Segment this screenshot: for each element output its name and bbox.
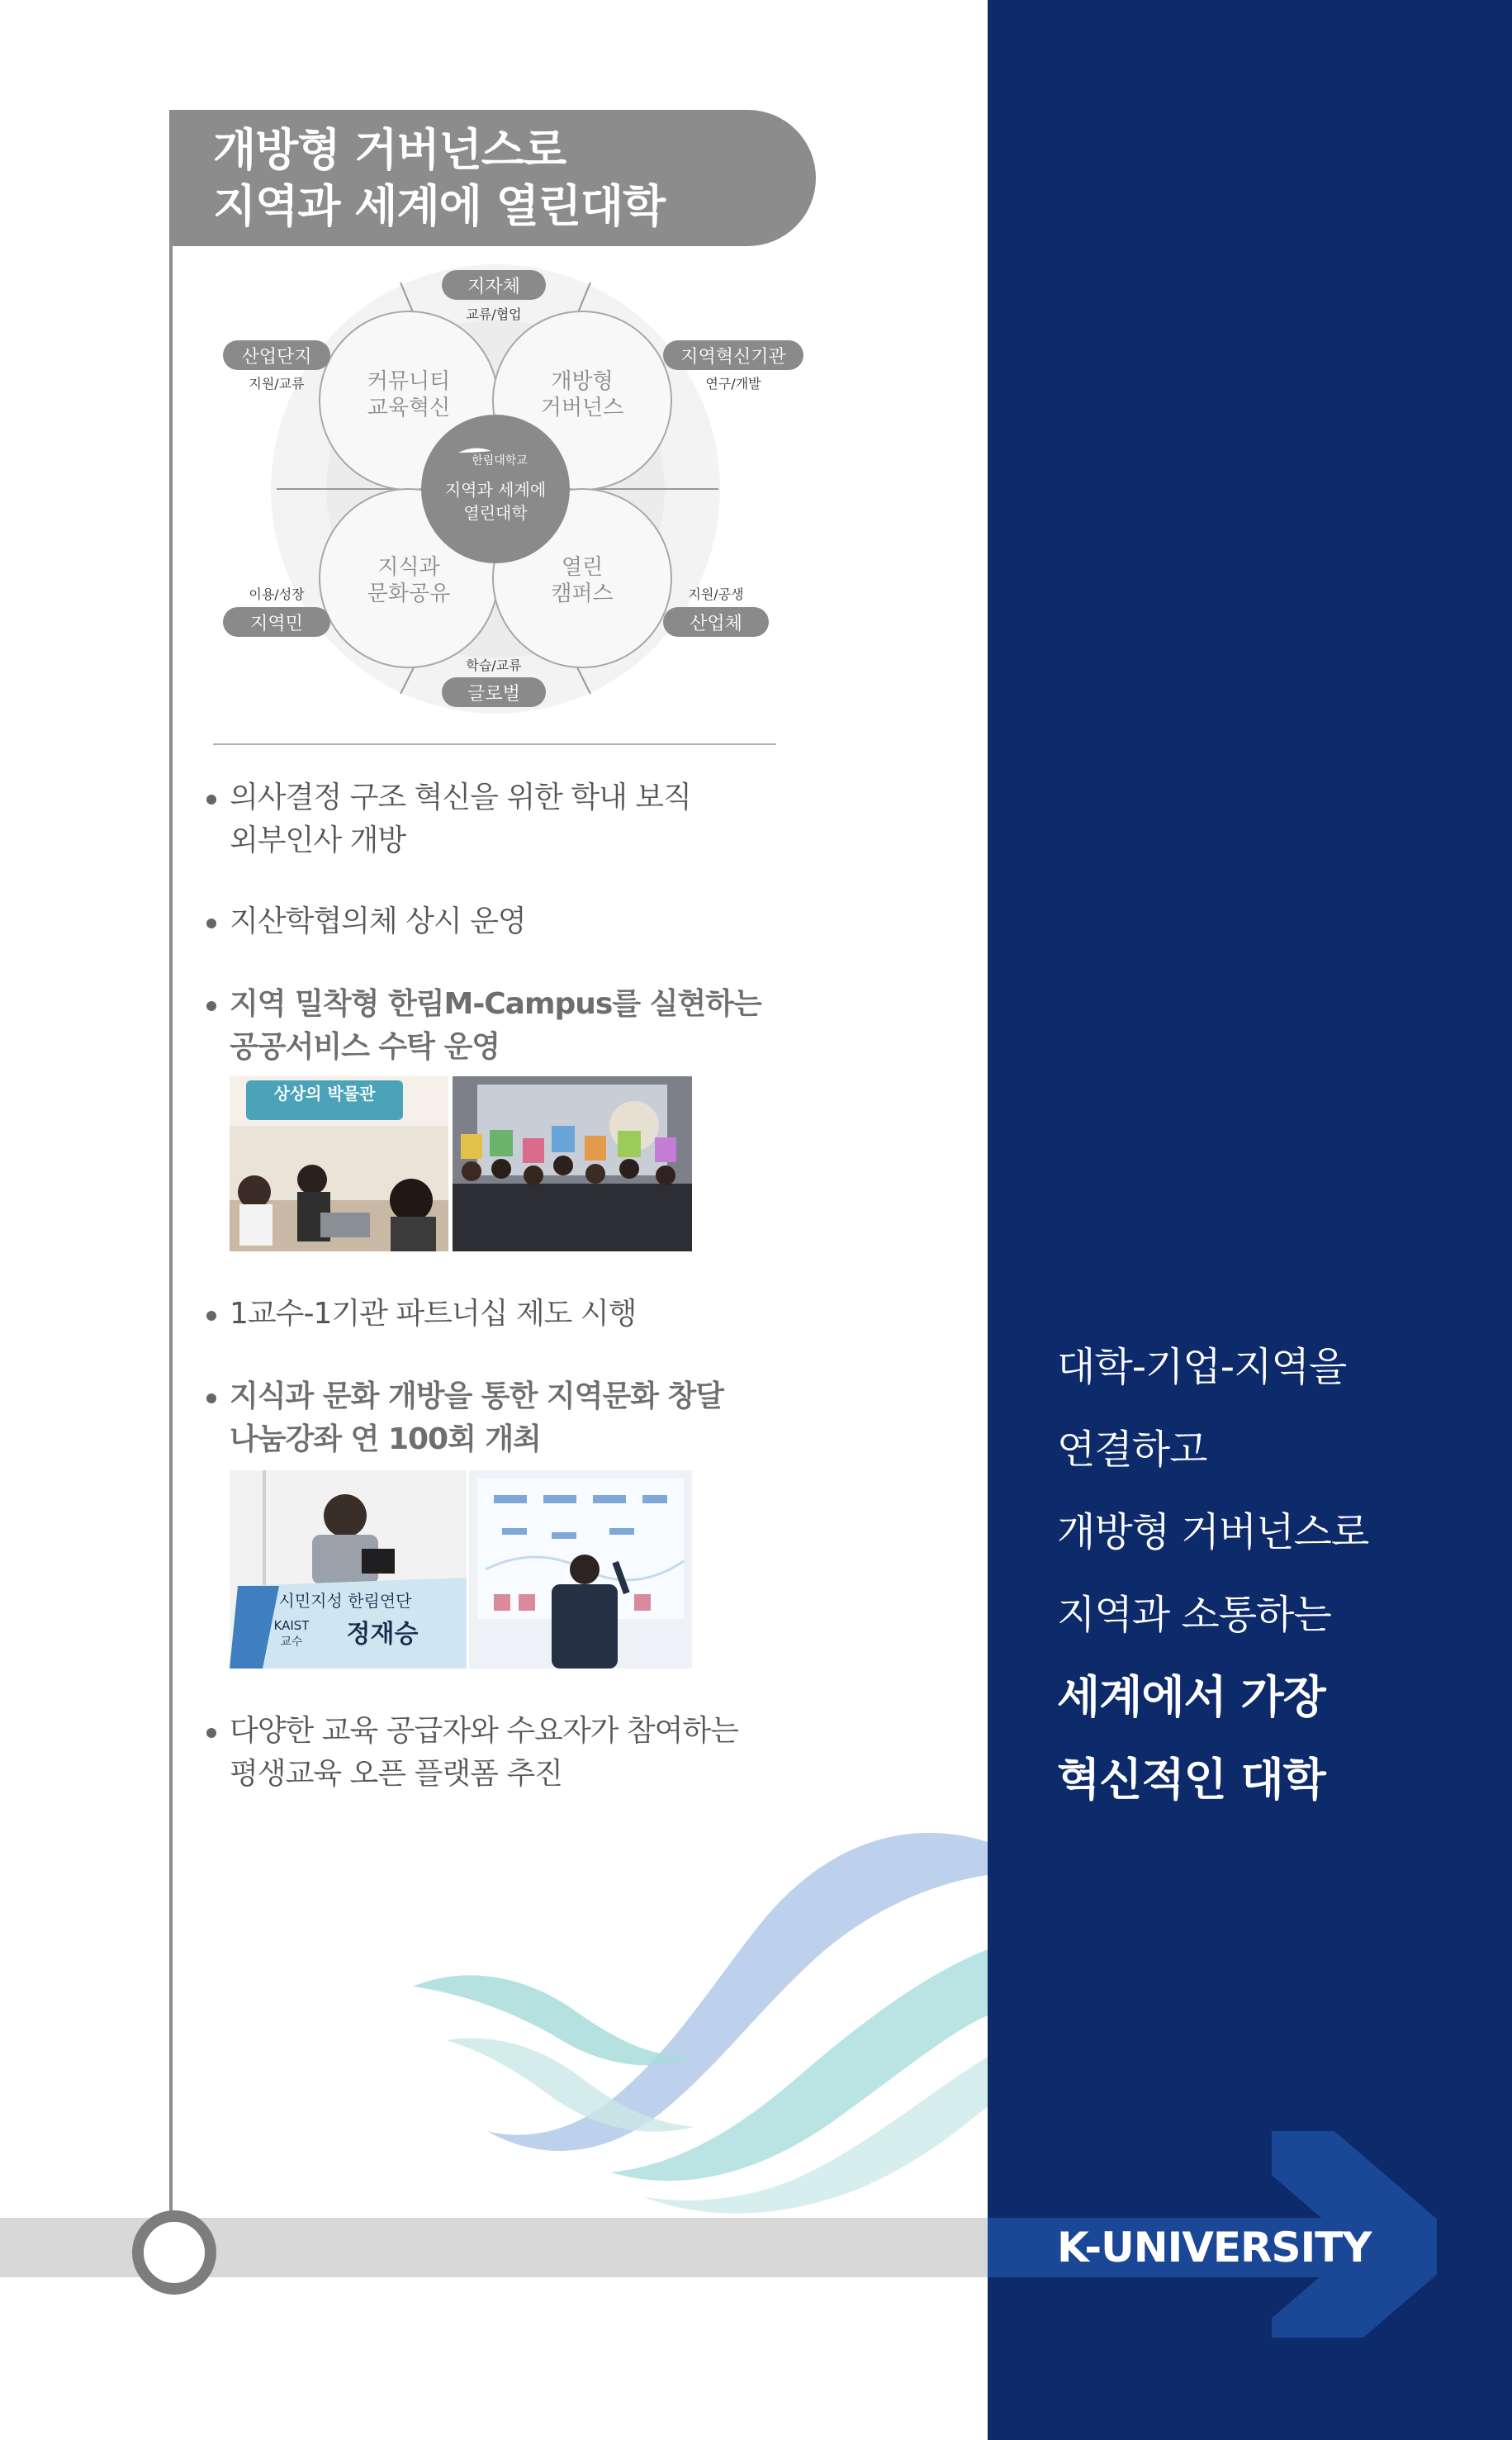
lecture-banner-role: 교수	[280, 1635, 303, 1649]
node-sub: 학습/교류	[466, 657, 522, 673]
divider	[213, 743, 776, 745]
wave-decoration	[396, 1809, 991, 2222]
node-label: 지역혁신기관	[680, 347, 786, 368]
photo-lecture-presenter	[469, 1470, 692, 1669]
center-line-2: 열린대학	[463, 503, 528, 523]
bullet-item	[206, 776, 691, 862]
right-panel	[988, 0, 1512, 2440]
governance-diagram	[211, 264, 822, 719]
petal-label: 교육혁신	[367, 396, 451, 420]
node-sub: 이용/성장	[249, 586, 305, 602]
center-logo-text: 한림대학교	[472, 454, 528, 468]
petal-label: 열린	[561, 555, 604, 580]
timeline-line	[169, 110, 173, 2220]
bullet-text: 지식과 문화 개방을 통한 지역문화 창달	[230, 1379, 724, 1413]
timeline-end-circle	[132, 2210, 216, 2295]
section-title	[213, 122, 665, 235]
bullet-text: 공공서비스 수탁 운영	[230, 1030, 500, 1064]
petal-label: 문화공유	[367, 582, 451, 606]
petal-label: 캠퍼스	[551, 582, 614, 606]
tagline	[1057, 1326, 1486, 1821]
node-sub: 교류/협업	[466, 306, 522, 322]
tagline-bold-line: 세계에서 가장	[1057, 1671, 1325, 1723]
photo-museum-workshop	[230, 1076, 448, 1251]
petal-label: 지식과	[377, 555, 440, 580]
bullet-item	[206, 1293, 636, 1336]
bullet-item	[206, 983, 761, 1069]
node-label: 산업체	[690, 614, 742, 634]
bullet-text: 지산학협의체 상시 운영	[230, 904, 526, 938]
bullet-text: 1교수-1기관 파트너십 제도 시행	[230, 1297, 637, 1331]
title-line-1: 개방형 거버넌스로	[213, 124, 566, 176]
bullet-item	[206, 1710, 738, 1796]
bullet-text: 지역 밀착형 한림M-Campus를 실현하는	[230, 987, 761, 1021]
bullet-text: 다양한 교육 공급자와 수요자가 참여하는	[230, 1714, 738, 1748]
bullet-text: 평생교육 오픈 플랫폼 추진	[230, 1757, 562, 1791]
bullet-dot	[206, 795, 216, 805]
node-sub: 지원/공생	[688, 586, 744, 602]
tagline-line: 개방형 거버넌스로	[1057, 1509, 1369, 1555]
node-label: 지자체	[467, 277, 520, 297]
bullet-text: 나눔강좌 연 100회 개최	[230, 1422, 541, 1456]
bullet-dot	[206, 1393, 216, 1403]
petal-label: 거버넌스	[540, 396, 624, 420]
node-sub: 연구/개발	[705, 376, 761, 392]
lecture-banner-name: 정재승	[346, 1620, 419, 1649]
tagline-bold-line: 혁신적인 대학	[1057, 1754, 1325, 1806]
petal-label: 커뮤니티	[367, 369, 451, 394]
museum-banner-text: 상상의 박물관	[273, 1084, 376, 1104]
bullet-dot	[206, 1001, 216, 1011]
tagline-line: 대학-기업-지역을	[1057, 1344, 1347, 1390]
node-sub: 지원/교류	[249, 376, 305, 392]
node-label: 지역민	[250, 614, 303, 634]
bullet-item	[206, 900, 526, 943]
bullet-text: 의사결정 구조 혁신을 위한 학내 보직	[230, 781, 691, 814]
tagline-line: 지역과 소통하는	[1057, 1592, 1331, 1638]
tagline-line: 연결하고	[1057, 1426, 1207, 1473]
title-line-2: 지역과 세계에 열린대학	[213, 180, 666, 232]
lecture-banner-line1: 시민지성 한림연단	[278, 1591, 412, 1611]
photo-lecture-speaker	[230, 1470, 467, 1669]
node-label: 산업단지	[241, 347, 312, 368]
center-line-1: 지역과 세계에	[444, 480, 547, 500]
node-label: 글로벌	[467, 684, 520, 705]
photo-audience	[453, 1076, 692, 1251]
bullet-dot	[206, 1311, 216, 1321]
brand-name: K-UNIVERSITY	[1057, 2224, 1372, 2271]
petal-label: 개방형	[551, 369, 614, 394]
bullet-text: 외부인사 개방	[230, 824, 406, 857]
bullet-dot	[206, 919, 216, 928]
lecture-banner-org: KAIST	[273, 1618, 310, 1633]
bullet-dot	[206, 1728, 216, 1738]
bullet-item	[206, 1375, 723, 1461]
